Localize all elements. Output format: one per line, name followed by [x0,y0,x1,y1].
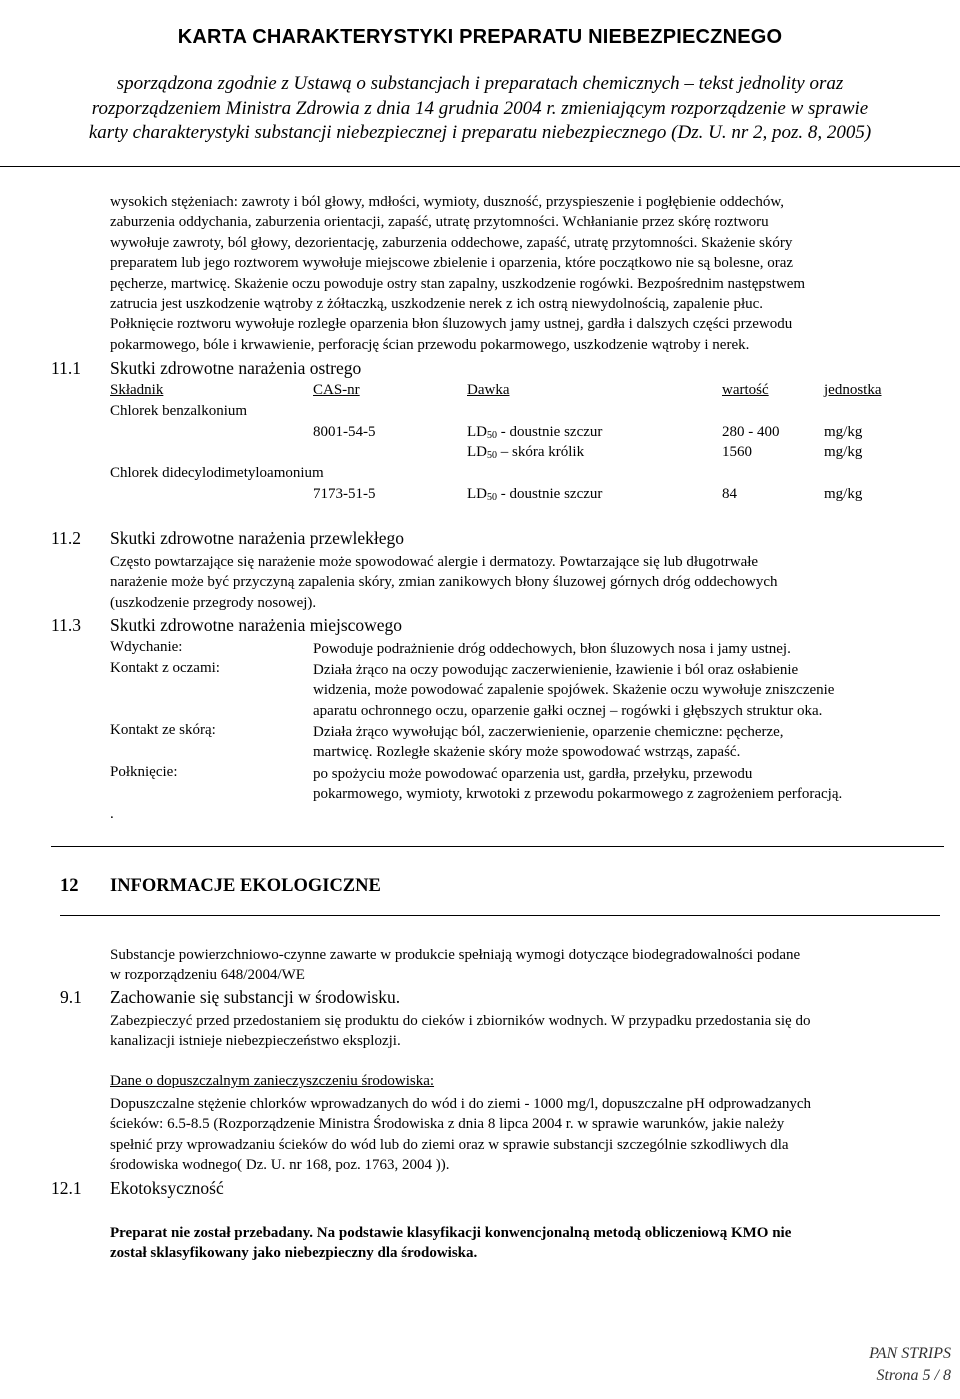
exposure-description: po spożyciu może powodować oparzenia ust, gardła, przełyku, przewodu pokarmowego, wymioty, krwotoki z przewodu pokarmowego z zagrożeniem perforacją. [313,766,843,803]
page-footer [869,1343,951,1387]
table-header-dose: Dawka [467,382,510,398]
dose: $LD_{50}$ - doustnie szczur [467,486,603,503]
component-name: Chlorek benzalkonium [110,403,248,419]
cas-number: 7173-51-5 [313,486,376,502]
text-line: Preparat nie został przebadany. Na podstawie klasyfikacji konwencjonalną metodą obliczeniową KMO nie [110,1225,792,1241]
text-line: wywołuje zawroty, ból głowy, dezorientację, zaburzenia oddechowe, zapaść, utratę przytomności. Skażenie skóry [110,234,793,251]
dose: $LD_{50}$ – skóra królik [467,444,585,461]
stray-dot: . [110,806,114,822]
text-line: Dopuszczalne stężenie chlorków wprowadzanych do wód i do ziemi - 1000 mg/l, dopuszczalne pH odprowadzanych [110,1096,812,1112]
subsection-heading: Dane o dopuszczalnym zanieczyszczeniu środowiska: [110,1073,435,1089]
dose-unit: mg/kg [824,424,863,440]
section-divider [51,846,944,847]
document-subtitle [0,72,960,146]
dose-unit: mg/kg [824,486,863,502]
chronic-exposure-text [110,552,960,613]
text-line: ścieków: 6.5-8.5 (Rozporządzenie Ministra Środowiska z dnia 8 lipca 2004 r. w sprawie warunków, jakie należy [110,1116,785,1133]
exposure-description: Działa żrąco na oczy powodując zaczerwienienie, łzawienie i ból oraz osłabienie widzenia, może powodować zapalenie spojówek. Skażenie oczu wywołuje zniszczenie aparatu ochronnego oczu, oparzenie gałki ocznej – rogówki i głębszych struktur oka. [313,662,835,719]
toxicity-description [110,192,960,355]
section-title-11-3: Skutki zdrowotne narażenia miejscowego [110,615,403,635]
table-header-unit: jednostka [824,382,882,398]
dose: $LD_{50}$ - doustnie szczur [467,424,603,441]
text-line: kanalizacji istnieje niebezpieczeństwo eksplozji. [110,1033,401,1050]
exposure-description: Działa żrąco wywołując ból, zaczerwienienie, oparzenie chemiczne: pęcherze, martwicę. Rozległe skażenie skóry może spowodować wstrząs, zapaść. [313,724,784,761]
text-line: preparatem lub jego roztworem wywołuje miejscowe zbielenie i oparzenia, które początkowo nie są bolesne, oraz [110,255,794,272]
header-divider [0,166,960,167]
table-header-cas: CAS-nr [313,382,360,398]
text-line: w rozporządzeniu 648/2004/WE [110,967,305,984]
section-divider [60,915,940,916]
exposure-description: Powoduje podrażnienie dróg oddechowych, błon śluzowych nosa i jamy ustnej. [313,641,791,657]
section-number-11-3: 11.3 [51,615,81,635]
dose-unit: mg/kg [824,444,863,460]
text-line: narażenie może być przyczyną zapalenia skóry, zmian zanikowych błony śluzowej górnych dróg oddechowych [110,574,778,591]
section-title-12-1: Ekotoksyczność [110,1178,224,1198]
text-line: zatrucia jest uszkodzenie wątroby z żółtaczką, uszkodzenie nerek z ich ostrą niewydolnością, zapalenie płuc. [110,296,764,313]
text-line: spełnić przy wprowadzaniu ścieków do wód lub do ziemi oraz w sprawie substancji szczególnie szkodliwych dla [110,1136,789,1153]
exposure-label: Kontakt ze skórą: [110,722,216,738]
dose-value: 280 - 400 [722,424,780,440]
exposure-label: Wdychanie: [110,639,183,655]
text-line: środowiska wodnego( Dz. U. nr 168, poz. 1763, 2004 )). [110,1157,450,1174]
exposure-label: Połknięcie: [110,764,178,780]
section-title-11-2: Skutki zdrowotne narażenia przewlekłego [110,528,404,548]
product-name: PAN STRIPS [869,1345,951,1362]
text-line: zaburzenia oddychania, zaburzenia orientacji, zapaść, utratę przytomności. Wchłanianie przez skórę roztworu [110,214,769,231]
page-number: Strona 5 / 8 [876,1367,951,1384]
text-line: pokarmowego, bóle i krwawienie, perforację ścian przewodu pokarmowego, uszkodzenie wątroby i nerek. [110,336,750,353]
cas-number: 8001-54-5 [313,424,376,440]
exposure-label: Kontakt z oczami: [110,660,220,676]
subtitle-line: sporządzona zgodnie z Ustawą o substancjach i preparatach chemicznych – tekst jednolity oraz [116,73,844,94]
text-line: Połknięcie roztworu wywołuje rozległe oparzenia błon śluzowych jamy ustnej, gardła i dalszych części przewodu [110,316,793,333]
document-title: KARTA CHARAKTERYSTYKI PREPARATU NIEBEZPIECZNEGO [177,26,783,48]
table-header-component: Składnik [110,382,164,398]
text-line: wysokich stężeniach: zawroty i ból głowy, mdłości, wymioty, duszność, przyspieszenie i pogłębienie oddechów, [110,194,785,210]
subtitle-line: rozporządzeniem Ministra Zdrowia z dnia 14 grudnia 2004 r. zmieniającym rozporządzenie w sprawie [91,97,869,119]
text-line: pęcherze, martwicę. Skażenie oczu powoduje ostry stan zapalny, uszkodzenie rogówki. Bezpośrednim następstwem [110,275,806,292]
text-line: (uszkodzenie przegrody nosowej). [110,594,317,611]
section-number-9-1: 9.1 [60,987,82,1007]
section-number-12: 12 [60,876,79,896]
dose-value: 1560 [722,444,752,460]
text-line: Substancje powierzchniowo-czynne zawarte w produkcie spełniają wymogi dotyczące biodegradowalności podane [110,947,801,963]
section-number-11-1: 11.1 [51,358,81,378]
section-title-9-1: Zachowanie się substancji w środowisku. [110,987,401,1007]
pollution-limits-text [110,1094,960,1176]
section-title-11-1: Skutki zdrowotne narażenia ostrego [110,358,362,378]
subtitle-line: karty charakterystyki substancji niebezpiecznej i preparatu niebezpiecznego (Dz. U. nr 2, poz. 8, 2005) [88,122,872,143]
dose-value: 84 [722,486,737,502]
text-line: Często powtarzające się narażenie może spowodować alergie i dermatozy. Powtarzające się lub długotrwałe [110,554,759,570]
text-line: został sklasyfikowany jako niebezpieczny dla środowiska. [110,1245,478,1262]
section-number-11-2: 11.2 [51,528,81,548]
section-number-12-1: 12.1 [51,1178,82,1198]
component-name: Chlorek didecylodimetyloamonium [110,465,324,481]
ecotoxicity-statement [110,1223,960,1264]
environment-behaviour-text [110,1011,960,1052]
section-title-12: INFORMACJE EKOLOGICZNE [110,876,381,896]
eco-intro [110,945,960,986]
table-header-value: wartość [722,382,769,398]
text-line: Zabezpieczyć przed przedostaniem się produktu do cieków i zbiorników wodnych. W przypadku przedostania się do [110,1013,811,1029]
